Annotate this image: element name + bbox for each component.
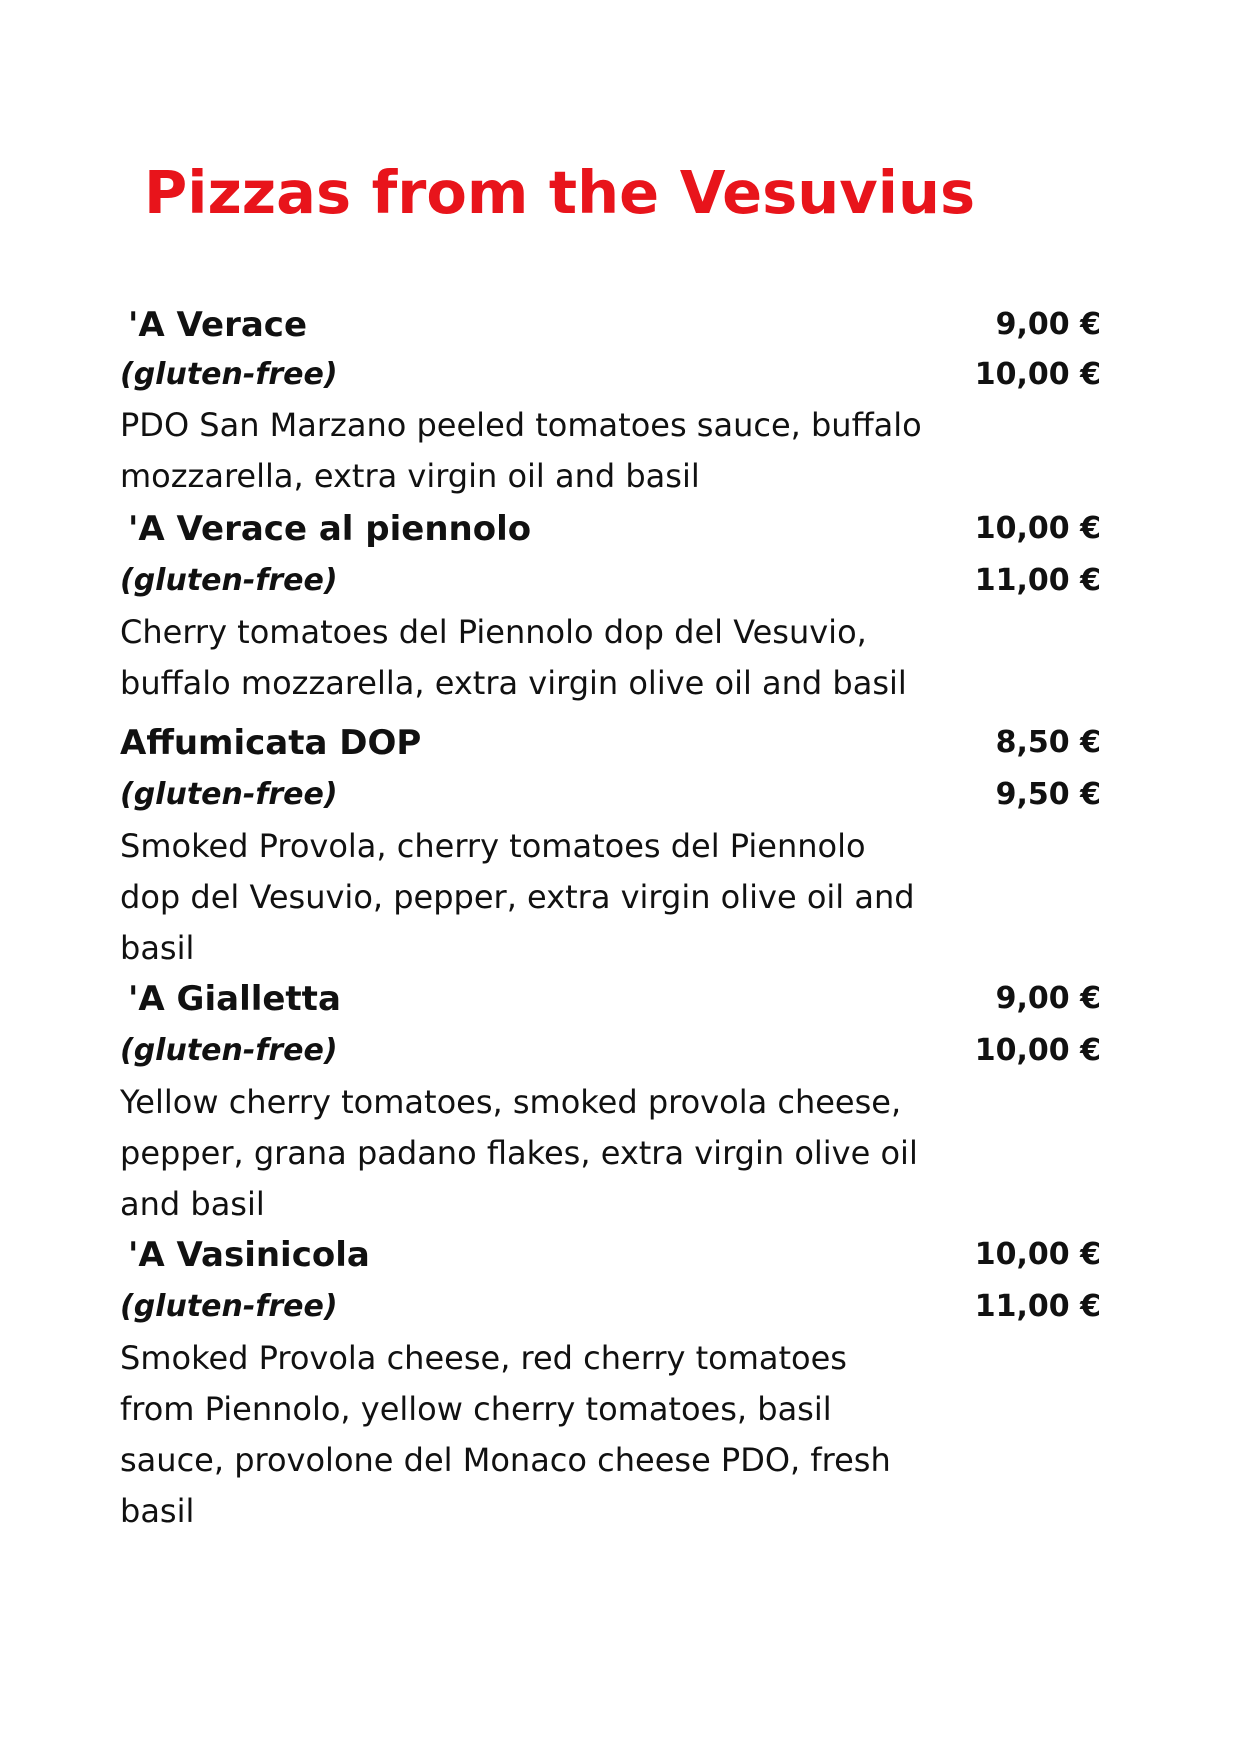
gluten-free-label: (gluten-free) xyxy=(120,357,338,392)
pizza-price: 10,00 € xyxy=(974,511,1101,546)
pizza-price: 9,00 € xyxy=(995,981,1101,1016)
gluten-free-label: (gluten-free) xyxy=(120,1289,338,1324)
pizza-description xyxy=(120,1333,940,1537)
description-line: Cherry tomatoes del Piennolo dop del Vesuvio, xyxy=(120,613,867,651)
gluten-free-price: 10,00 € xyxy=(974,357,1101,392)
page-title: Pizzas from the Vesuvius xyxy=(144,158,976,227)
pizza-price: 10,00 € xyxy=(974,1237,1101,1272)
gluten-free-label: (gluten-free) xyxy=(120,563,338,598)
gluten-free-price: 11,00 € xyxy=(974,1289,1101,1324)
gluten-free-label: (gluten-free) xyxy=(120,1033,338,1068)
pizza-name: 'A Verace al piennolo xyxy=(128,509,532,549)
description-line: sauce, provolone del Monaco cheese PDO, fresh xyxy=(120,1441,891,1479)
description-line: basil xyxy=(120,1492,195,1530)
description-line: dop del Vesuvio, pepper, extra virgin olive oil and xyxy=(120,878,915,916)
pizza-name: Affumicata DOP xyxy=(120,723,422,763)
description-line: pepper, grana padano flakes, extra virgin olive oil xyxy=(120,1134,918,1172)
description-line: from Piennolo, yellow cherry tomatoes, basil xyxy=(120,1390,832,1428)
pizza-name: 'A Vasinicola xyxy=(128,1235,370,1275)
pizza-description xyxy=(120,821,940,974)
pizza-description xyxy=(120,607,940,709)
description-line: buffalo mozzarella, extra virgin olive oil and basil xyxy=(120,664,907,702)
gluten-free-price: 9,50 € xyxy=(995,777,1101,812)
pizza-name: 'A Gialletta xyxy=(128,979,341,1019)
pizza-description xyxy=(120,1077,940,1230)
pizza-price: 9,00 € xyxy=(995,307,1101,342)
pizza-description xyxy=(120,400,940,502)
description-line: Smoked Provola, cherry tomatoes del Piennolo xyxy=(120,827,866,865)
pizza-name: 'A Verace xyxy=(128,305,307,345)
description-line: PDO San Marzano peeled tomatoes sauce, buffalo xyxy=(120,406,922,444)
gluten-free-price: 10,00 € xyxy=(974,1033,1101,1068)
description-line: basil xyxy=(120,929,195,967)
description-line: Smoked Provola cheese, red cherry tomatoes xyxy=(120,1339,847,1377)
description-line: Yellow cherry tomatoes, smoked provola cheese, xyxy=(120,1083,902,1121)
description-line: mozzarella, extra virgin oil and basil xyxy=(120,457,700,495)
gluten-free-price: 11,00 € xyxy=(974,563,1101,598)
pizza-price: 8,50 € xyxy=(995,725,1101,760)
gluten-free-label: (gluten-free) xyxy=(120,777,338,812)
description-line: and basil xyxy=(120,1185,265,1223)
